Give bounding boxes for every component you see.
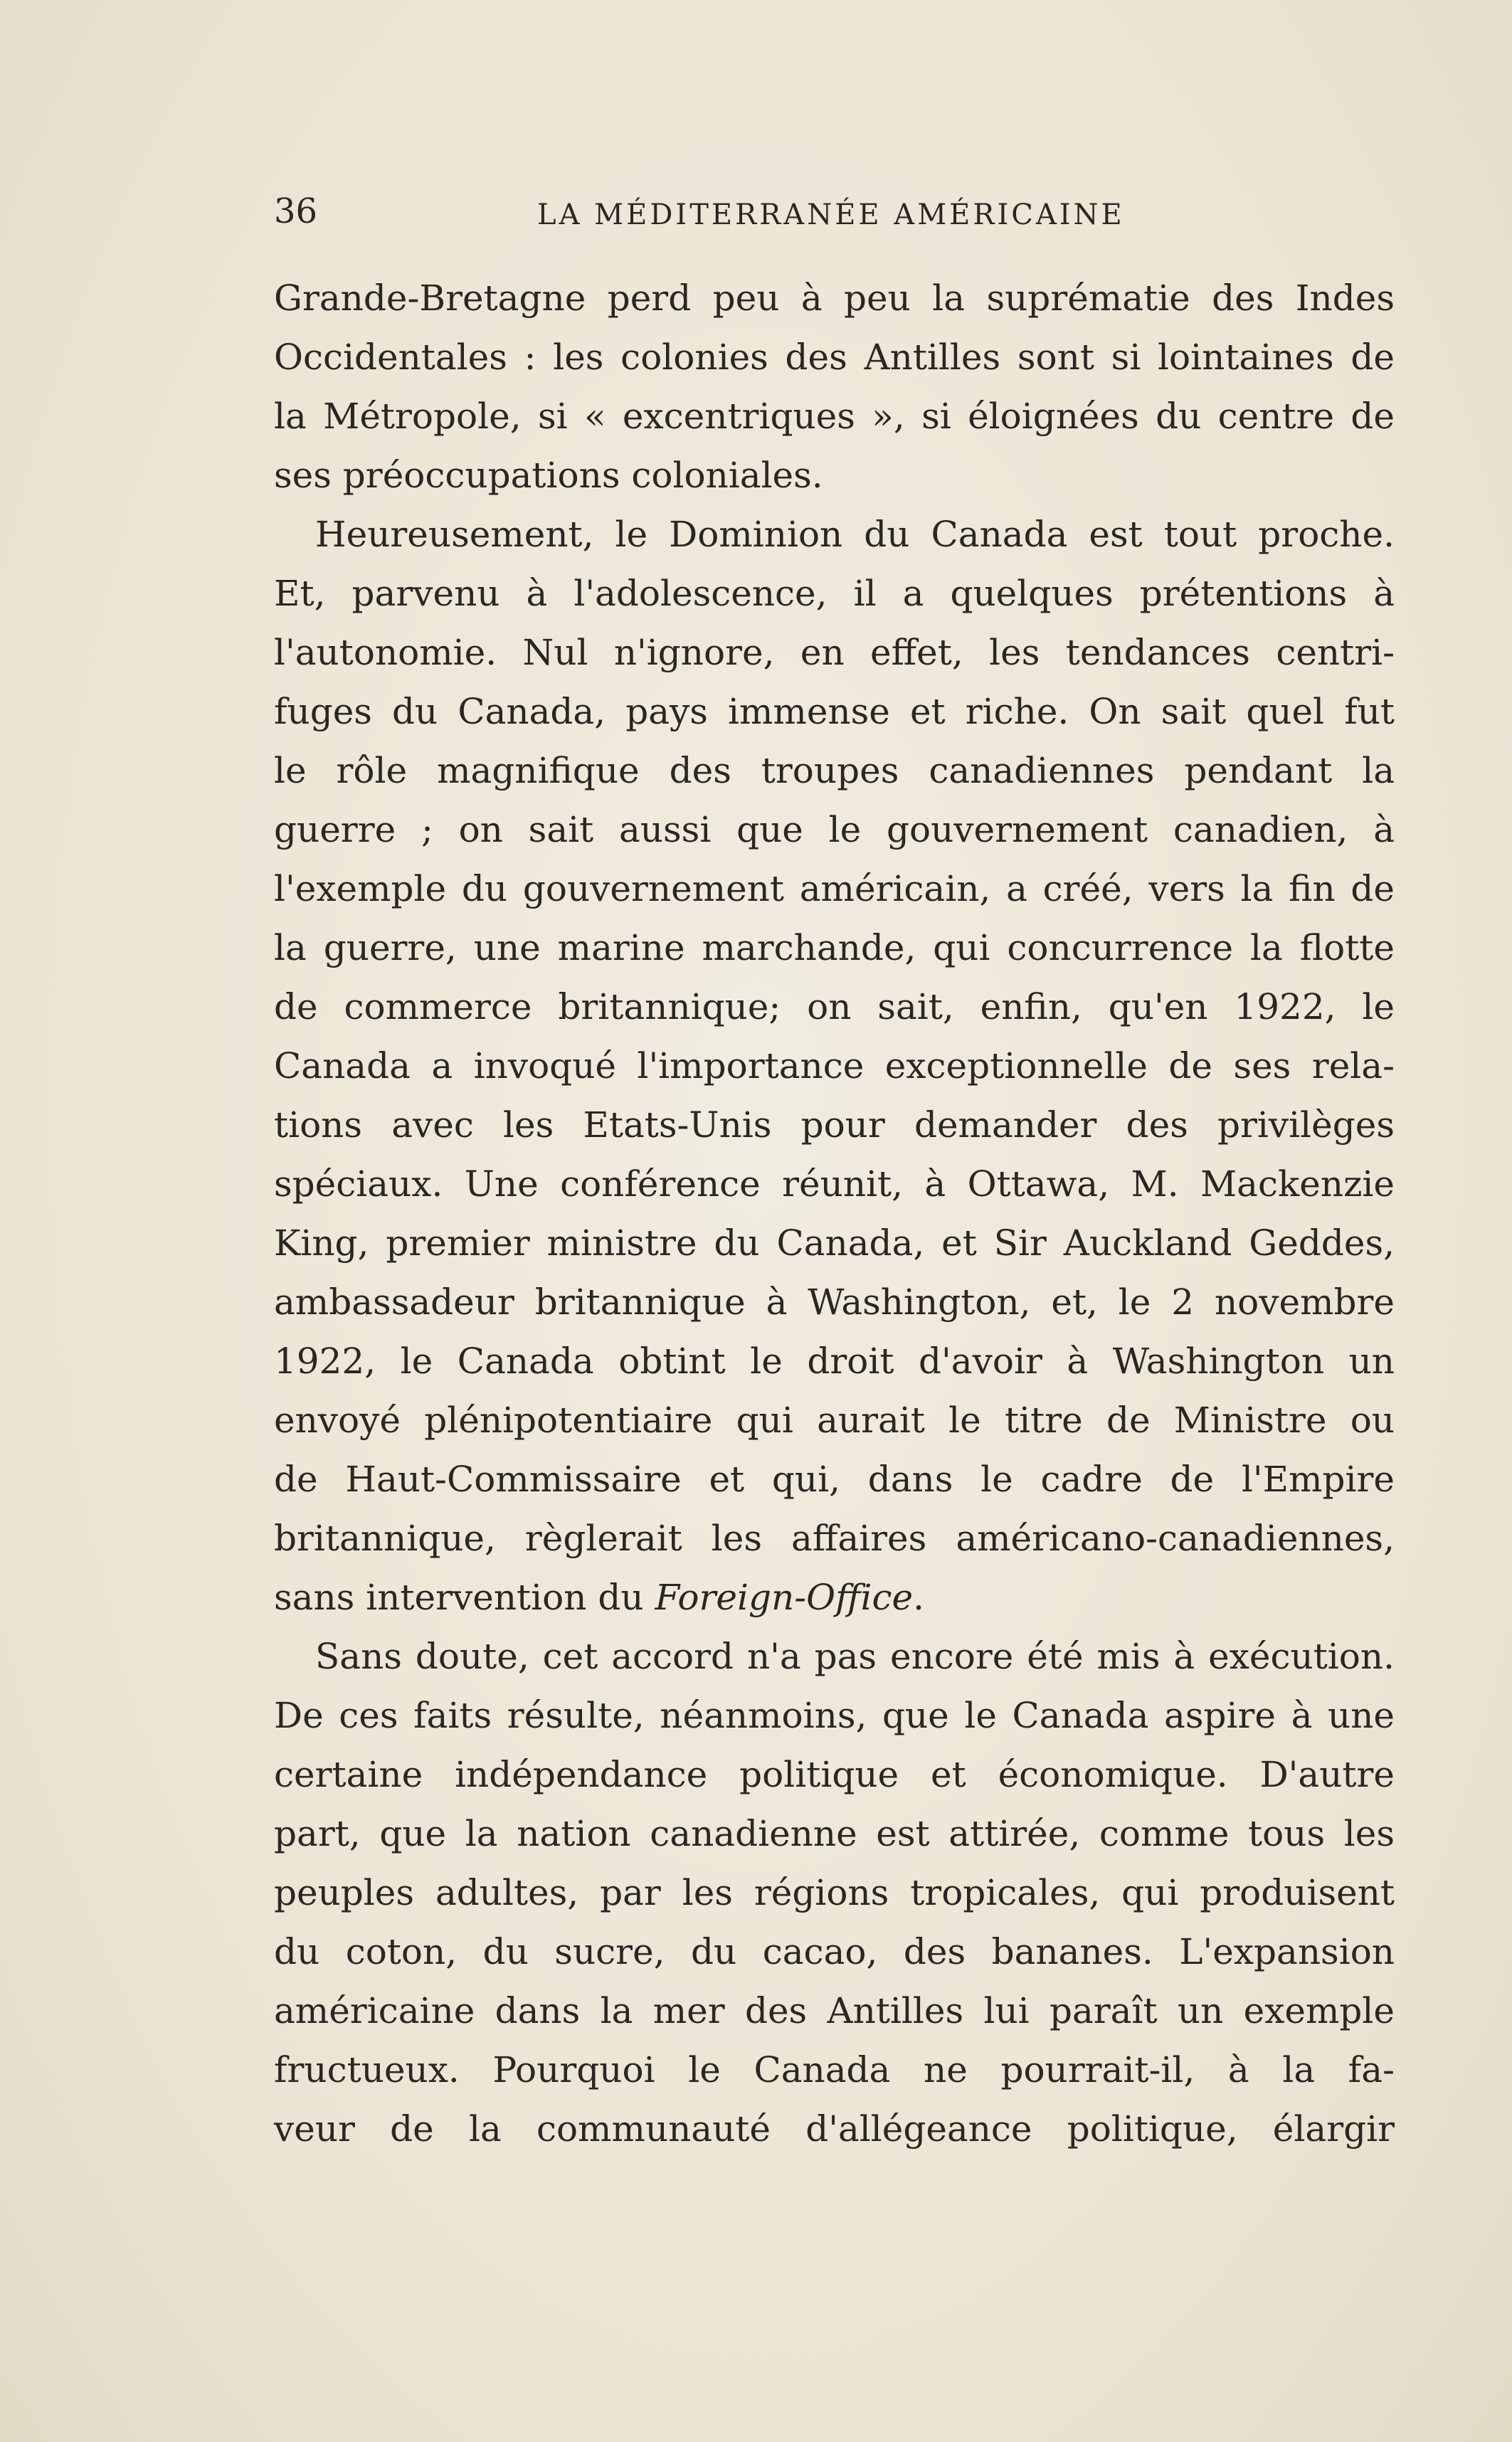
- page-header: [274, 186, 1395, 236]
- text-line: fructueux. Pourquoi le Canada ne pourrait-il, à la fa-: [274, 2049, 1395, 2090]
- text-line: du coton, du sucre, du cacao, des bananes. L'expansion: [274, 1931, 1395, 1972]
- text-line: King, premier ministre du Canada, et Sir Auckland Geddes,: [274, 1222, 1395, 1264]
- text-run: sans intervention du: [274, 1577, 655, 1618]
- text-line: De ces faits résulte, néanmoins, que le Canada aspire à une: [274, 1695, 1395, 1736]
- text-line: la Métropole, si « excentriques », si éloignées du centre de: [274, 396, 1395, 437]
- text-run: .: [913, 1577, 924, 1618]
- body-text: [274, 269, 1395, 2159]
- text-line: britannique, règlerait les affaires américano-canadiennes,: [274, 1518, 1395, 1559]
- paragraph-3: [274, 1627, 1395, 2159]
- text-line: certaine indépendance politique et économique. D'autre: [274, 1754, 1395, 1795]
- text-line: tions avec les Etats-Unis pour demander des privilèges: [274, 1104, 1395, 1146]
- text-line: l'autonomie. Nul n'ignore, en effet, les tendances centri-: [274, 632, 1395, 673]
- text-line: veur de la communauté d'allégeance politique, élargir: [274, 2108, 1395, 2150]
- text-line: peuples adultes, par les régions tropicales, qui produisent: [274, 1872, 1395, 1913]
- text-line: la guerre, une marine marchande, qui concurrence la flotte: [274, 927, 1395, 968]
- text-line: 1922, le Canada obtint le droit d'avoir à Washington un: [274, 1341, 1395, 1382]
- text-line: Occidentales : les colonies des Antilles sont si lointaines de: [274, 337, 1395, 378]
- text-line: l'exemple du gouvernement américain, a créé, vers la fin de: [274, 868, 1395, 909]
- text-line: Heureusement, le Dominion du Canada est tout proche.: [315, 514, 1395, 555]
- text-line: américaine dans la mer des Antilles lui paraît un exemple: [274, 1990, 1395, 2031]
- text-line: spéciaux. Une conférence réunit, à Ottawa, M. Mackenzie: [274, 1163, 1395, 1205]
- text-line: fuges du Canada, pays immense et riche. On sait quel fut: [274, 691, 1395, 732]
- text-line: Sans doute, cet accord n'a pas encore été mis à exécution.: [315, 1636, 1395, 1677]
- italic-term: Foreign-Office: [655, 1577, 914, 1618]
- text-line: Canada a invoqué l'importance exceptionnelle de ses rela-: [274, 1045, 1395, 1087]
- running-head: LA MÉDITERRANÉE AMÉRICAINE: [537, 199, 1125, 231]
- text-line: de commerce britannique; on sait, enfin, qu'en 1922, le: [274, 986, 1395, 1027]
- text-line: Et, parvenu à l'adolescence, il a quelques prétentions à: [274, 573, 1395, 614]
- text-line: part, que la nation canadienne est attirée, comme tous les: [274, 1813, 1395, 1854]
- text-line: ses préoccupations coloniales.: [274, 455, 823, 496]
- text-line: envoyé plénipotentiaire qui aurait le titre de Ministre ou: [274, 1400, 1395, 1441]
- text-line: le rôle magnifique des troupes canadiennes pendant la: [274, 750, 1395, 791]
- text-line: guerre ; on sait aussi que le gouvernement canadien, à: [274, 809, 1395, 850]
- text-line: Grande-Bretagne perd peu à peu la suprématie des Indes: [274, 278, 1395, 319]
- page-number: 36: [274, 191, 318, 231]
- text-line: de Haut-Commissaire et qui, dans le cadre de l'Empire: [274, 1459, 1395, 1500]
- paragraph-1: [274, 269, 1395, 505]
- paragraph-2: [274, 505, 1395, 1627]
- text-line-last: [274, 1568, 1395, 1627]
- text-line: ambassadeur britannique à Washington, et, le 2 novembre: [274, 1281, 1395, 1323]
